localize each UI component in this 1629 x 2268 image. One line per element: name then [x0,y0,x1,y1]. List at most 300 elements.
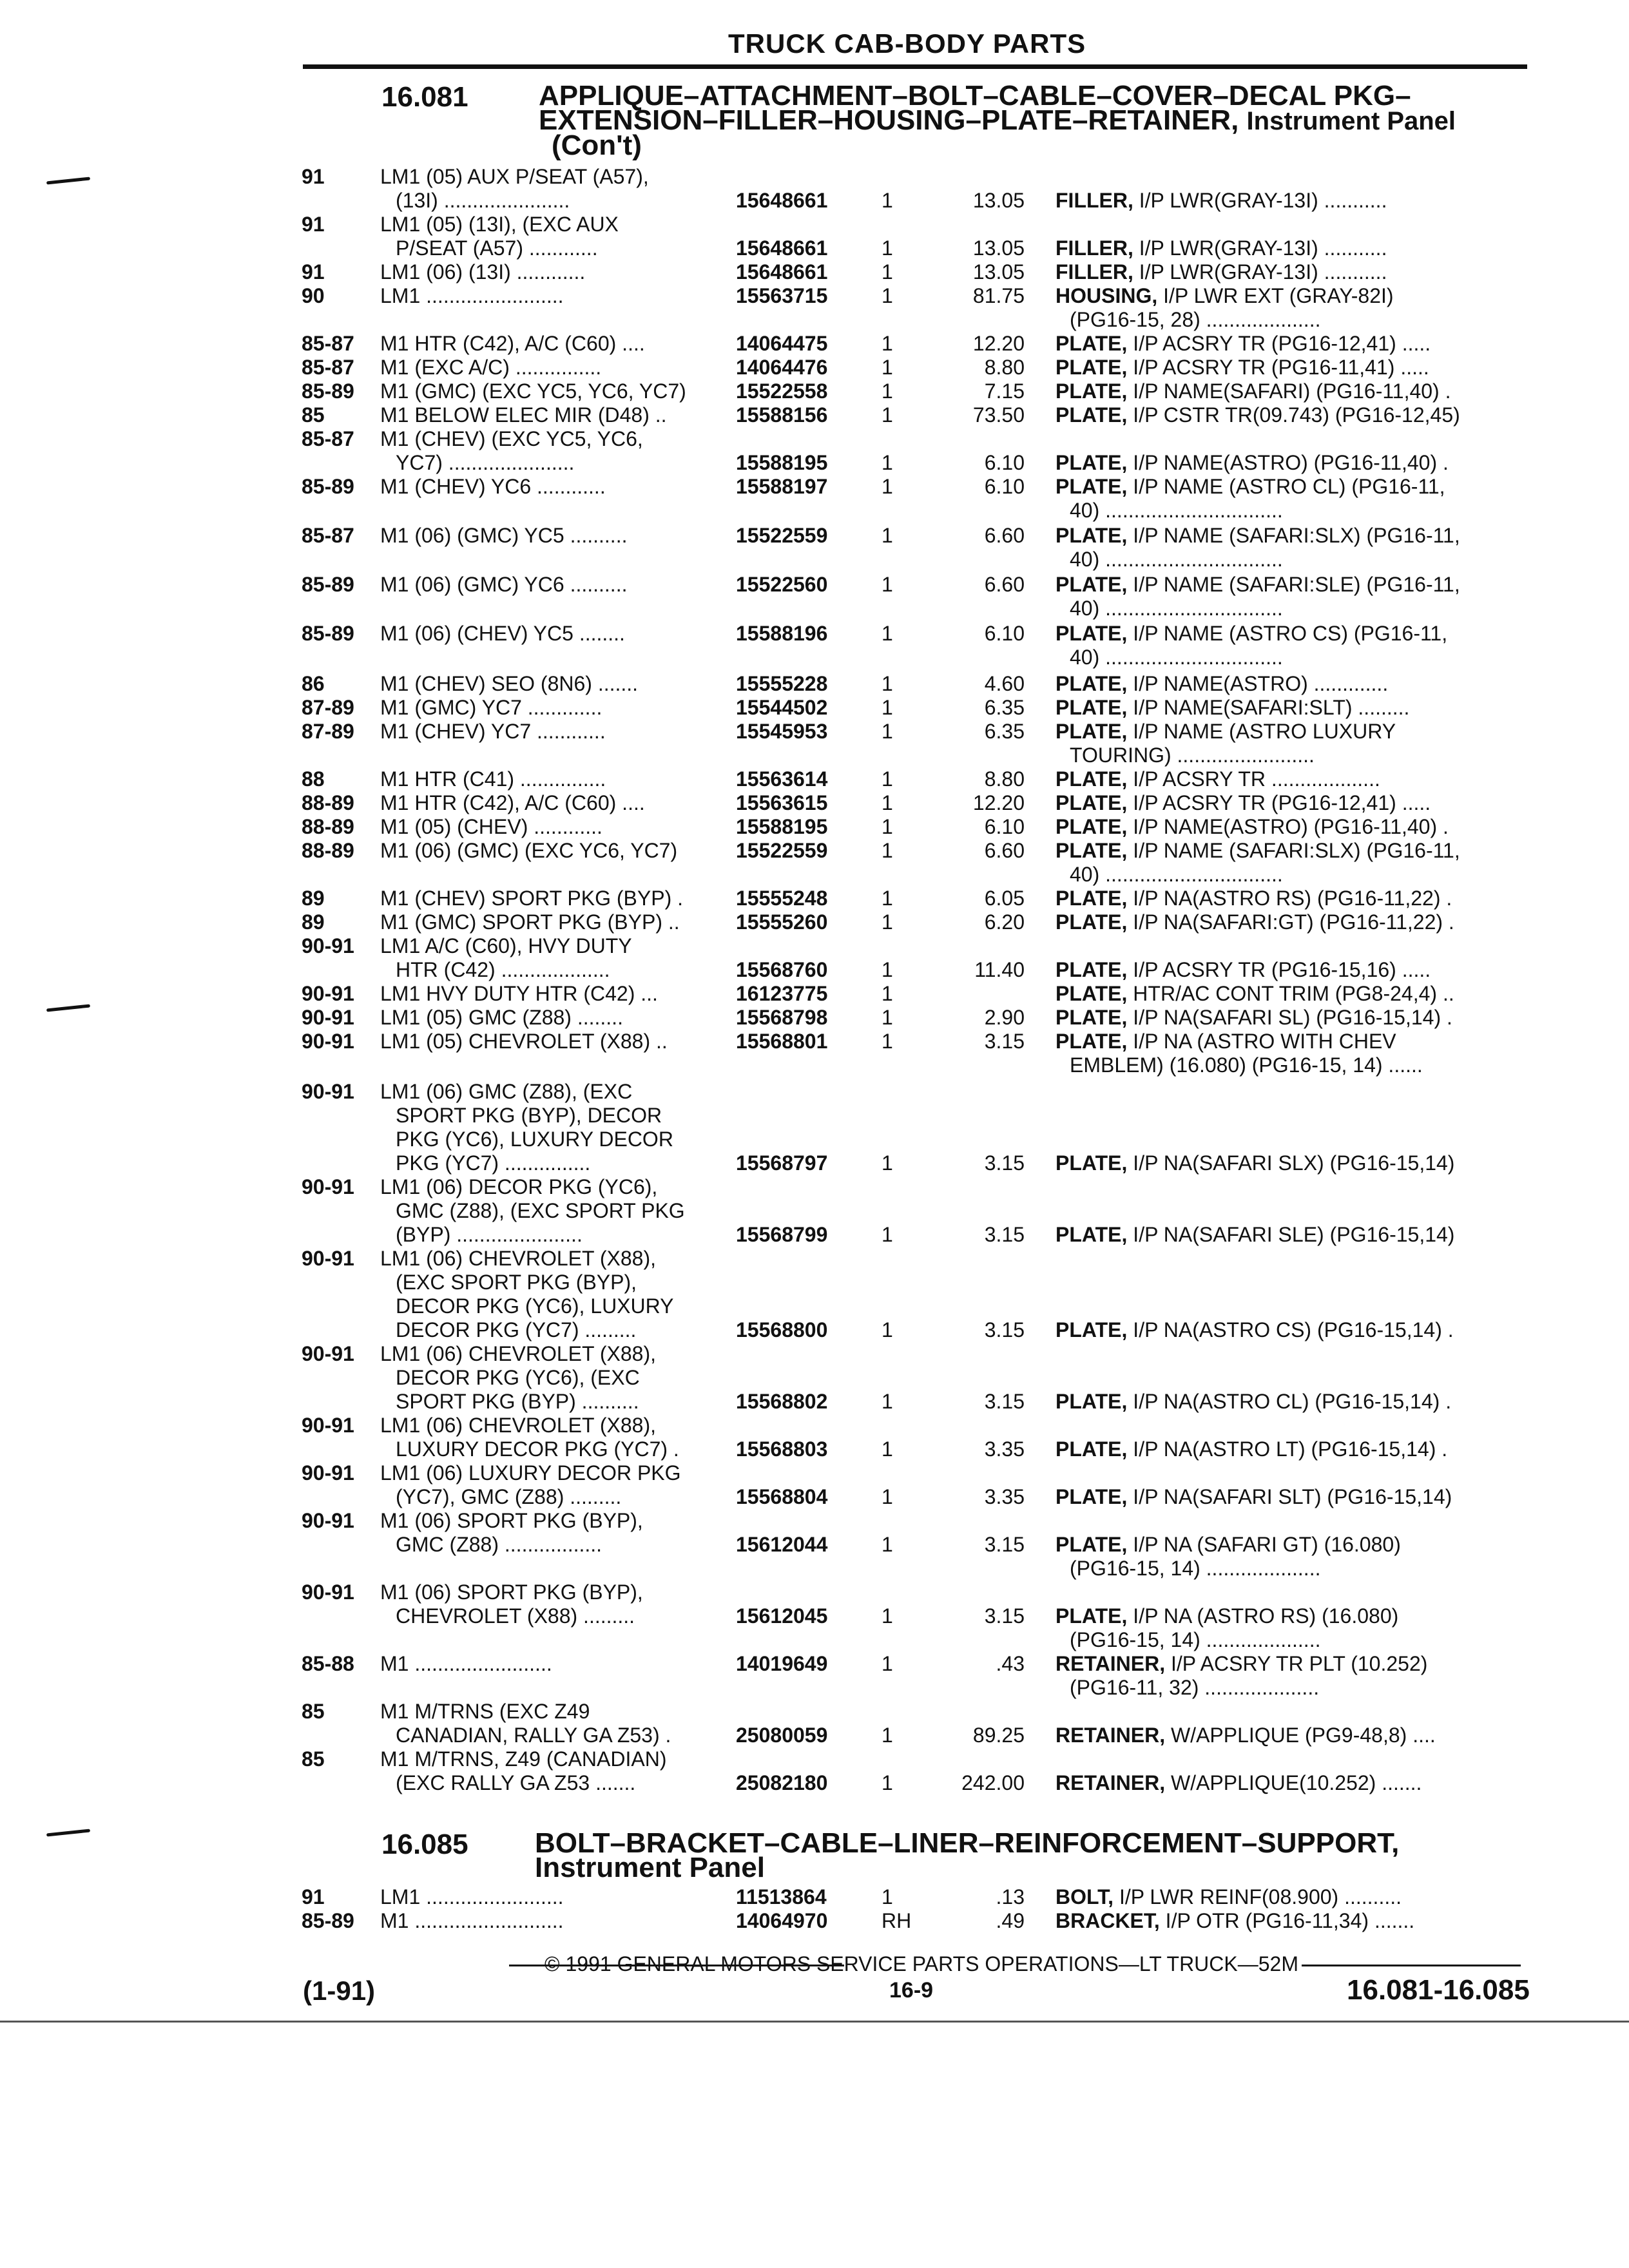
part-name-line [1055,767,1532,791]
model-years: 90 [302,284,325,307]
part-name-line: 40) ............................... [1070,597,1283,620]
part-name-detail: I/P ACSRY TR (PG16-15,16) ..... [1133,958,1431,981]
price: 8.80 [984,767,1025,791]
part-name-line [1055,982,1532,1006]
usage-description [380,1342,728,1414]
part-name-line: EMBLEM) (16.080) (PG16-15, 14) ...... [1070,1053,1423,1077]
part-name-detail: I/P NAME (ASTRO CL) (PG16-11, [1133,475,1445,498]
usage-line: M1 HTR (C41) ............... [380,767,606,791]
usage-line: M1 .......................... [380,1909,564,1932]
usage-description [380,1909,728,1933]
part-name [1055,189,1532,213]
part-number: 15568760 [736,958,828,981]
part-name-keyword: PLATE, [1055,403,1128,427]
quantity: 1 [882,573,893,596]
section-title [539,80,1544,161]
part-name-line [1055,451,1532,475]
model-years: 88-89 [302,815,354,838]
part-name-line [1055,573,1532,597]
section-title-subject: Instrument Panel [1246,107,1456,135]
usage-description [380,887,728,910]
usage-description [380,1581,728,1628]
part-name-detail: I/P ACSRY TR (PG16-12,41) ..... [1133,332,1431,355]
usage-line: DECOR PKG (YC6), LUXURY [396,1294,674,1318]
part-name-detail: I/P NA(ASTRO CS) (PG16-15,14) . [1133,1318,1454,1341]
usage-line: (YC7), GMC (Z88) ......... [396,1485,622,1508]
part-name-line [1055,380,1532,403]
part-name-line [1055,1885,1532,1909]
usage-description [380,839,728,863]
part-name [1055,1223,1532,1247]
part-name-keyword: BOLT, [1055,1885,1114,1908]
part-name [1055,1771,1532,1795]
part-name-line [1055,1485,1532,1509]
model-years: 90-91 [302,1247,354,1270]
model-years: 91 [302,165,325,188]
part-name-detail: I/P NA(ASTRO LT) (PG16-15,14) . [1133,1437,1448,1461]
model-years: 87-89 [302,696,354,719]
part-name [1055,815,1532,839]
part-number: 15648661 [736,236,828,260]
part-name-keyword: PLATE, [1055,720,1128,743]
usage-description [380,696,728,720]
part-number: 15588197 [736,475,828,498]
usage-line: GMC (Z88) ................. [396,1533,602,1556]
part-name-keyword: PLATE, [1055,1006,1128,1029]
part-name-detail: I/P NAME(SAFARI) (PG16-11,40) . [1133,380,1451,403]
usage-line: LM1 HVY DUTY HTR (C42) ... [380,982,658,1005]
part-number: 25082180 [736,1771,828,1794]
usage-description [380,982,728,1006]
usage-description [380,332,728,356]
part-name-detail: W/APPLIQUE (PG9-48,8) .... [1170,1724,1436,1747]
part-name-detail: I/P LWR(GRAY-13I) ........... [1139,260,1387,284]
part-name-detail: I/P NA(SAFARI SLE) (PG16-15,14) [1133,1223,1455,1246]
price: 11.40 [974,958,1025,981]
quantity: 1 [882,815,893,838]
part-name-line: TOURING) ........................ [1070,744,1315,767]
part-number: 15568800 [736,1318,828,1341]
price: 13.05 [972,189,1025,212]
part-name-detail: I/P LWR EXT (GRAY-82I) [1163,284,1394,307]
usage-line: M1 (CHEV) SEO (8N6) ....... [380,672,639,695]
quantity: 1 [882,1223,893,1246]
price: 242.00 [961,1771,1025,1794]
part-name-keyword: PLATE, [1055,332,1128,355]
quantity: 1 [882,1533,893,1556]
usage-line: LM1 (06) DECOR PKG (YC6), [380,1175,658,1198]
price: 6.10 [984,451,1025,474]
usage-line: PKG (YC6), LUXURY DECOR [396,1128,673,1151]
model-years: 85-87 [302,332,354,355]
model-years: 85 [302,1700,325,1723]
usage-description [380,815,728,839]
part-number: 15648661 [736,189,828,212]
part-name [1055,284,1532,332]
usage-line: M1 (CHEV) SPORT PKG (BYP) . [380,887,684,910]
model-years: 87-89 [302,720,354,743]
part-name-detail: I/P NA (SAFARI GT) (16.080) [1133,1533,1401,1556]
model-years: 85-89 [302,622,354,645]
usage-line: CANADIAN, RALLY GA Z53) . [396,1724,671,1747]
part-number: 15568797 [736,1151,828,1175]
quantity: 1 [882,524,893,547]
usage-description [380,403,728,427]
part-number: 15563715 [736,284,828,307]
model-years: 89 [302,910,325,934]
part-number: 15555228 [736,672,828,695]
part-name-detail: I/P ACSRY TR (PG16-12,41) ..... [1133,791,1431,814]
model-years: 85-89 [302,1909,354,1932]
usage-description [380,356,728,380]
part-name-keyword: PLATE, [1055,672,1128,695]
usage-description [380,427,728,475]
part-name-keyword: PLATE, [1055,839,1128,862]
part-name-detail: I/P NA (ASTRO RS) (16.080) [1133,1604,1399,1628]
part-name-detail: I/P ACSRY TR (PG16-11,41) ..... [1133,356,1429,379]
usage-line: M1 (CHEV) YC6 ............ [380,475,606,498]
part-name-line: (PG16-11, 32) .................... [1070,1676,1320,1699]
part-name-line [1055,910,1532,934]
part-name-detail: I/P NA(ASTRO RS) (PG16-11,22) . [1133,887,1452,910]
part-name-line [1055,524,1532,548]
model-years: 89 [302,887,325,910]
usage-line: LUXURY DECOR PKG (YC7) . [396,1437,679,1461]
quantity: 1 [882,284,893,307]
usage-line: M1 (06) SPORT PKG (BYP), [380,1509,643,1532]
part-number: 15563615 [736,791,828,814]
usage-description [380,260,728,284]
margin-mark [46,1004,90,1012]
part-name [1055,380,1532,403]
part-name-keyword: PLATE, [1055,982,1128,1005]
usage-line: (13I) ...................... [396,189,570,212]
usage-description [380,1006,728,1030]
part-name-line [1055,1652,1532,1676]
part-name-line [1055,236,1532,260]
model-years: 88 [302,767,325,791]
part-name-keyword: PLATE, [1055,1533,1128,1556]
part-name-keyword: PLATE, [1055,1485,1128,1508]
usage-line: SPORT PKG (BYP), DECOR [396,1104,662,1127]
part-number: 14064970 [736,1909,828,1932]
quantity: 1 [882,1771,893,1794]
part-name-keyword: PLATE, [1055,887,1128,910]
usage-line: LM1 (06) CHEVROLET (X88), [380,1247,656,1270]
part-name [1055,958,1532,982]
price: 89.25 [972,1724,1025,1747]
part-name [1055,1724,1532,1747]
usage-line: P/SEAT (A57) ............ [396,236,598,260]
part-name-detail: I/P NA (ASTRO WITH CHEV [1133,1030,1396,1053]
price: 6.60 [984,573,1025,596]
part-name-line [1055,1030,1532,1053]
price: .13 [996,1885,1025,1908]
usage-description [380,720,728,744]
part-name-detail: I/P NA(SAFARI SLT) (PG16-15,14) [1133,1485,1452,1508]
part-name-line [1055,403,1532,427]
part-name [1055,332,1532,356]
quantity: 1 [882,1318,893,1341]
part-name-keyword: PLATE, [1055,573,1128,596]
part-name-keyword: PLATE, [1055,1151,1128,1175]
part-number: 15648661 [736,260,828,284]
part-number: 25080059 [736,1724,828,1747]
part-name [1055,696,1532,720]
usage-line: LM1 (06) CHEVROLET (X88), [380,1342,656,1365]
usage-line: HTR (C42) ................... [396,958,610,981]
quantity: 1 [882,887,893,910]
usage-line: M1 M/TRNS (EXC Z49 [380,1700,590,1723]
price: .49 [996,1909,1025,1932]
part-name [1055,672,1532,696]
price: 3.15 [984,1151,1025,1175]
part-number: 15522559 [736,839,828,862]
quantity: 1 [882,1390,893,1413]
part-name-keyword: RETAINER, [1055,1771,1166,1794]
part-number: 15544502 [736,696,828,719]
price: 73.50 [972,403,1025,427]
usage-line: SPORT PKG (BYP) .......... [396,1390,639,1413]
usage-line: M1 M/TRNS, Z49 (CANADIAN) [380,1747,667,1771]
price: 6.10 [984,815,1025,838]
quantity: 1 [882,236,893,260]
part-name-keyword: PLATE, [1055,1604,1128,1628]
model-years: 90-91 [302,1581,354,1604]
part-number: 15568799 [736,1223,828,1246]
usage-line: LM1 (05) (13I), (EXC AUX [380,213,619,236]
part-name-line: 40) ............................... [1070,863,1283,886]
part-name-line: (PG16-15, 28) .................... [1070,308,1321,331]
part-number: 15568803 [736,1437,828,1461]
price: 6.10 [984,622,1025,645]
price: 6.05 [984,887,1025,910]
usage-description [380,284,728,308]
part-name-line [1055,1604,1532,1628]
usage-description [380,1461,728,1509]
usage-description [380,1700,728,1747]
part-name [1055,524,1532,572]
usage-line: DECOR PKG (YC6), (EXC [396,1366,640,1389]
part-name-line: (PG16-15, 14) .................... [1070,1557,1321,1580]
part-name-keyword: PLATE, [1055,767,1128,791]
part-name-line [1055,815,1532,839]
part-name-detail: I/P NAME (ASTRO CS) (PG16-11, [1133,622,1448,645]
quantity: 1 [882,380,893,403]
quantity: 1 [882,767,893,791]
part-name [1055,839,1532,887]
part-name-keyword: HOUSING, [1055,284,1158,307]
part-name [1055,356,1532,380]
part-name-line [1055,1006,1532,1030]
usage-description [380,1175,728,1247]
usage-line: M1 (06) (GMC) (EXC YC6, YC7) [380,839,678,862]
usage-description [380,791,728,815]
quantity: 1 [882,982,893,1005]
part-name [1055,1909,1532,1933]
usage-description [380,622,728,646]
part-name-keyword: PLATE, [1055,622,1128,645]
part-number: 15568798 [736,1006,828,1029]
part-number: 15555260 [736,910,828,934]
part-name-line [1055,356,1532,380]
part-name-line [1055,189,1532,213]
header-rule [303,64,1527,69]
part-number: 15568804 [736,1485,828,1508]
part-name-detail: W/APPLIQUE(10.252) ....... [1170,1771,1422,1794]
part-name-keyword: PLATE, [1055,1390,1128,1413]
usage-description [380,1509,728,1557]
part-name [1055,887,1532,910]
usage-line: M1 (GMC) SPORT PKG (BYP) .. [380,910,680,934]
model-years: 85-89 [302,475,354,498]
price: 3.15 [984,1030,1025,1053]
model-years: 90-91 [302,934,354,957]
usage-description [380,934,728,982]
part-name-line [1055,887,1532,910]
section-title-cont: (Con't) [552,130,642,161]
quantity: 1 [882,332,893,355]
part-name [1055,767,1532,791]
price: .43 [996,1652,1025,1675]
model-years: 91 [302,260,325,284]
part-name-detail: I/P NAME(ASTRO) (PG16-11,40) . [1133,451,1449,474]
footer-date: (1-91) [303,1975,376,2006]
footer-rule [1302,1965,1521,1966]
part-name [1055,403,1532,427]
part-name-detail: I/P NA(SAFARI:GT) (PG16-11,22) . [1133,910,1454,934]
usage-line: YC7) ...................... [396,451,575,474]
usage-line: LM1 (05) AUX P/SEAT (A57), [380,165,649,188]
part-name-detail: I/P ACSRY TR PLT (10.252) [1170,1652,1428,1675]
part-number: 15588195 [736,815,828,838]
model-years: 85-87 [302,356,354,379]
part-number: 15555248 [736,887,828,910]
part-name-keyword: PLATE, [1055,958,1128,981]
usage-line: LM1 A/C (C60), HVY DUTY [380,934,632,957]
part-number: 15522558 [736,380,828,403]
part-name [1055,236,1532,260]
part-name-line [1055,260,1532,284]
part-name-line: 40) ............................... [1070,499,1283,522]
usage-line: M1 ........................ [380,1652,552,1675]
quantity: 1 [882,1151,893,1175]
part-name-keyword: PLATE, [1055,791,1128,814]
model-years: 90-91 [302,1342,354,1365]
part-name-keyword: RETAINER, [1055,1724,1166,1747]
part-name-detail: HTR/AC CONT TRIM (PG8-24,4) .. [1133,982,1454,1005]
quantity: 1 [882,1006,893,1029]
part-name [1055,1318,1532,1342]
part-name-detail: I/P NAME (SAFARI:SLE) (PG16-11, [1133,573,1460,596]
price: 12.20 [972,791,1025,814]
usage-line: M1 HTR (C42), A/C (C60) .... [380,332,645,355]
usage-description [380,1747,728,1795]
margin-mark [46,1829,90,1836]
price: 6.20 [984,910,1025,934]
usage-line: LM1 ........................ [380,1885,564,1908]
part-name-line: 40) ............................... [1070,646,1283,669]
quantity: 1 [882,1604,893,1628]
part-number: 15588156 [736,403,828,427]
usage-line: M1 HTR (C42), A/C (C60) .... [380,791,645,814]
part-name-keyword: PLATE, [1055,451,1128,474]
part-number: 15588195 [736,451,828,474]
price: 13.05 [972,260,1025,284]
part-name-detail: I/P NAME(ASTRO) ............. [1133,672,1389,695]
part-name [1055,1885,1532,1909]
part-name-line [1055,1771,1532,1795]
price: 12.20 [972,332,1025,355]
section-title-line: APPLIQUE–ATTACHMENT–BOLT–CABLE–COVER–DECAL PKG– [539,80,1411,111]
usage-line: DECOR PKG (YC7) ......... [396,1318,637,1341]
part-number: 14019649 [736,1652,828,1675]
quantity: 1 [882,189,893,212]
margin-mark [46,177,90,184]
footer-page-number: 16-9 [889,1978,934,2003]
price: 6.60 [984,524,1025,547]
part-name-line [1055,1533,1532,1557]
quantity: 1 [882,1485,893,1508]
usage-line: PKG (YC7) ............... [396,1151,591,1175]
quantity: 1 [882,839,893,862]
quantity: 1 [882,1652,893,1675]
part-name-keyword: PLATE, [1055,1437,1128,1461]
usage-line: (BYP) ...................... [396,1223,583,1246]
part-name-keyword: PLATE, [1055,1223,1128,1246]
usage-line: M1 (GMC) YC7 ............. [380,696,602,719]
part-number: 15612045 [736,1604,828,1628]
price: 3.35 [984,1437,1025,1461]
price: 7.15 [984,380,1025,403]
usage-description [380,213,728,260]
quantity: 1 [882,791,893,814]
price: 4.60 [984,672,1025,695]
price: 81.75 [972,284,1025,307]
part-name-line [1055,1318,1532,1342]
usage-description [380,672,728,696]
part-name-keyword: BRACKET, [1055,1909,1160,1932]
section-title-line: BOLT–BRACKET–CABLE–LINER–REINFORCEMENT–SUPPORT, [535,1827,1400,1859]
model-years: 90-91 [302,1030,354,1053]
part-name-keyword: PLATE, [1055,815,1128,838]
part-name-detail: I/P NAME (ASTRO LUXURY [1133,720,1396,743]
quantity: 1 [882,451,893,474]
price: 6.60 [984,839,1025,862]
part-name [1055,1652,1532,1700]
usage-description [380,1652,728,1676]
model-years: 91 [302,1885,325,1908]
quantity: 1 [882,720,893,743]
quantity: 1 [882,1437,893,1461]
part-name [1055,573,1532,620]
section-title-subject: Instrument Panel [535,1852,765,1883]
part-name [1055,982,1532,1006]
part-name-detail: I/P ACSRY TR ................... [1133,767,1380,791]
part-name-line [1055,720,1532,744]
part-number: 11513864 [736,1885,827,1908]
part-name-detail: I/P NAME (SAFARI:SLX) (PG16-11, [1133,524,1460,547]
part-name-keyword: PLATE, [1055,356,1128,379]
model-years: 91 [302,213,325,236]
part-name-keyword: FILLER, [1055,236,1133,260]
model-years: 85 [302,403,325,427]
price: 3.15 [984,1318,1025,1341]
part-name [1055,1437,1532,1461]
quantity: 1 [882,1885,893,1908]
usage-line: (EXC RALLY GA Z53 ....... [396,1771,636,1794]
part-name-detail: I/P NAME(ASTRO) (PG16-11,40) . [1133,815,1449,838]
